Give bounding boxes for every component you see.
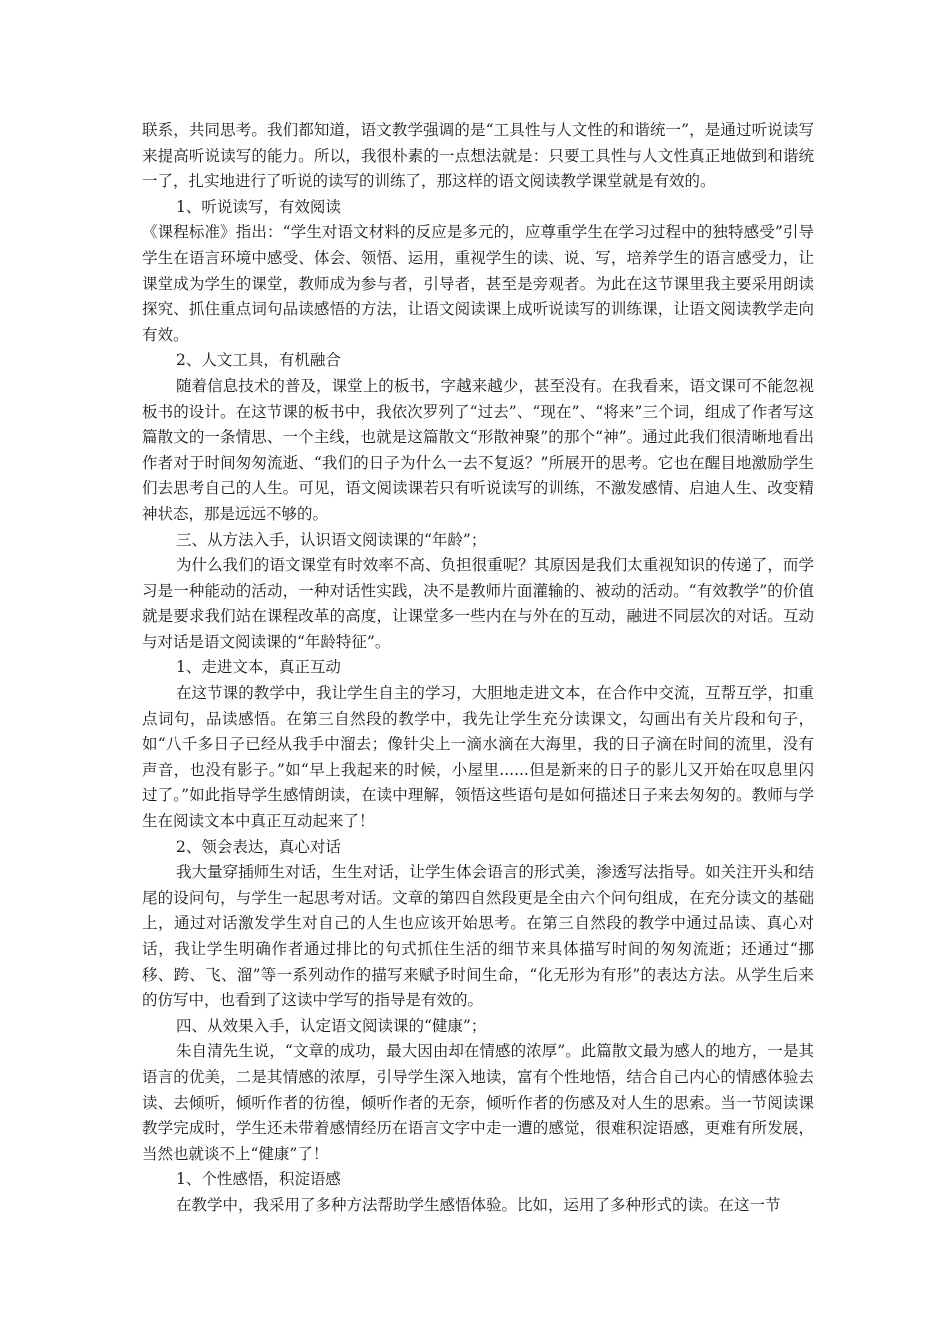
paragraph-teaching-methods: 在教学中，我采用了多种方法帮助学生感悟体验。比如，运用了多种形式的读。在这一节 <box>176 1195 781 1214</box>
paragraph-dialogue: 我大量穿插师生对话，生生对话，让学生体会语言的形式美，渗透写法指导。如关注开头和结尾的设问句，与学生一起思考对话。文章的第四自然段更是全由六个问句组成，在充分读文的基础上，通过对话激发学生对自己的人生也应该开始思考。在第三自然段的教学中通过品读、真心对话，我让学生明确作者通过排比的句式抓住生活的细节来具体描写时间的匆匆流逝；还通过“挪移、跨、飞、溜”等一系列动作的描写来赋予时间生命，“化无形为有形”的表达方法。从学生后来的仿写中，也看到了这读中学写的指导是有效的。 <box>142 863 814 1010</box>
section-heading-expression-dialogue: 2、领会表达，真心对话 <box>176 837 341 856</box>
section-heading-listen-speak-read-write: 1、听说读写，有效阅读 <box>176 197 341 216</box>
section-heading-enter-text: 1、走进文本，真正互动 <box>176 658 341 677</box>
paragraph-efficiency: 为什么我们的语文课堂有时效率不高、负担很重呢？其原因是我们太重视知识的传递了，而学习是一种能动的活动，一种对话性实践，决不是教师片面灌输的、被动的活动。“有效教学”的价值就是要求我们站在课程改革的高度，让课堂多一些内在与外在的互动，融进不同层次的对话。互动与对话是语文阅读课的“年龄特征”。 <box>142 556 814 651</box>
section-heading-personal-perception: 1、个性感悟，积淀语感 <box>176 1170 341 1189</box>
section-heading-effect: 四、从效果入手，认定语文阅读课的“健康”； <box>176 1016 487 1035</box>
document-page <box>142 118 814 1219</box>
paragraph-curriculum-standard: 《课程标准》指出：“学生对语文材料的反应是多元的，应尊重学生在学习过程中的独特感受”引导学生在语言环境中感受、体会、领悟、运用，重视学生的读、说、写，培养学生的语言感受力，让课堂成为学生的课堂，教师成为参与者，引导者，甚至是旁观者。为此在这节课里我主要采用朗读探究、抓住重点词句品读感悟的方法，让语文阅读课上成听说读写的训练课，让语文阅读教学走向有效。 <box>142 223 814 344</box>
paragraph-emotion: 朱自清先生说，“文章的成功，最大因由却在情感的浓厚”。此篇散文最为感人的地方，一是其语言的优美，二是其情感的浓厚，引导学生深入地读，富有个性地悟，结合自己内心的情感体验去读、去倾听，倾听作者的彷徨，倾听作者的无奈，倾听作者的伤感及对人生的思索。当一节阅读课教学完成时，学生还未带着感情经历在语言文字中走一遭的感觉，很难积淀语感，更难有所发展，当然也就谈不上“健康”了！ <box>142 1042 814 1163</box>
paragraph-blackboard-design: 随着信息技术的普及，课堂上的板书，字越来越少，甚至没有。在我看来，语文课可不能忽视板书的设计。在这节课的板书中，我依次罗列了“过去”、“现在”、“将来”三个词，组成了作者写这篇散文的一条情思、一个主线，也就是这篇散文“形散神聚”的那个“神”。通过此我们很清晰地看出作者对于时间匆匆流逝、“我们的日子为什么一去不复返？”所展开的思考。它也在醒目地激励学生们去思考自己的人生。可见，语文阅读课若只有听说读写的训练，不激发感情、启迪人生、改变精神状态，那是远远不够的。 <box>142 376 814 523</box>
paragraph-intro: 联系，共同思考。我们都知道，语文教学强调的是“工具性与人文性的和谐统一”，是通过听说读写来提高听说读写的能力。所以，我很朴素的一点想法就是：只要工具性与人文性真正地做到和谐统一了，扎实地进行了听说的读写的训练了，那这样的语文阅读教学课堂就是有效的。 <box>142 121 814 191</box>
paragraph-interaction: 在这节课的教学中，我让学生自主的学习，大胆地走进文本，在合作中交流，互帮互学，扣重点词句，品读感悟。在第三自然段的教学中，我先让学生充分读课文，勾画出有关片段和句子，如“八千多日子已经从我手中溜去；像针尖上一滴水滴在大海里，我的日子滴在时间的流里，没有声音，也没有影子。”如“早上我起来的时候，小屋里......但是新来的日子的影儿又开始在叹息里闪过了。”如此指导学生感情朗读，在读中理解，领悟这些语句是如何描述日子来去匆匆的。教师与学生在阅读文本中真正互动起来了！ <box>142 684 814 831</box>
section-heading-humanity-tool: 2、人文工具，有机融合 <box>176 351 341 370</box>
section-heading-method: 三、从方法入手，认识语文阅读课的“年龄”； <box>176 530 487 549</box>
